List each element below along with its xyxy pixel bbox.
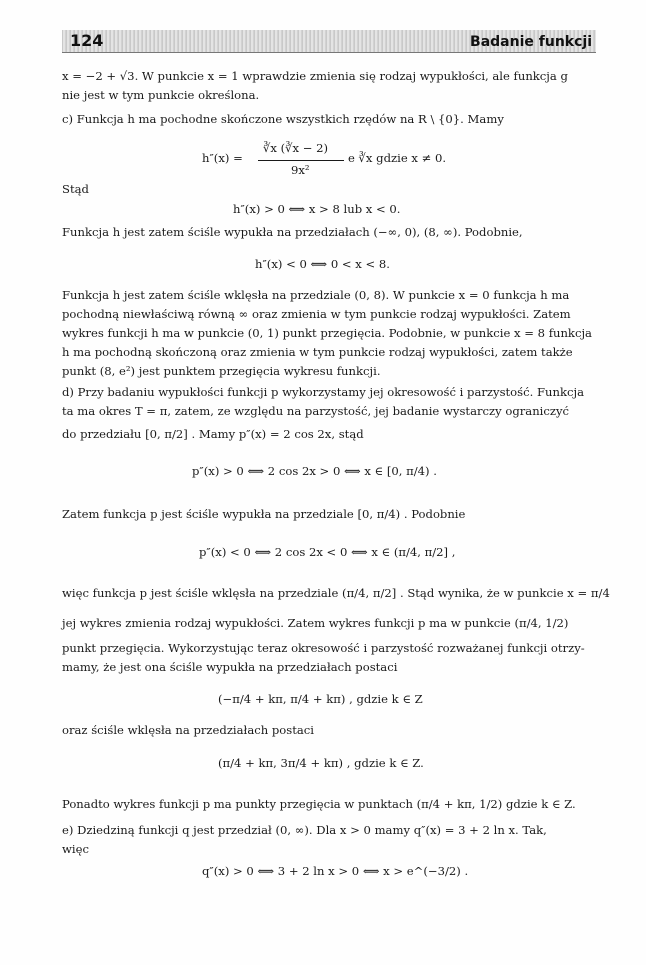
equation: (π/4 + kπ, 3π/4 + kπ) , gdzie k ∈ Z. <box>218 756 424 770</box>
eq1-fraction-bar <box>258 160 344 161</box>
part-c-intro: c) Funkcja h ma pochodne skończone wszystkich rzędów na R \ {0}. Mamy <box>62 112 504 126</box>
eq1-lhs: h″(x) = <box>202 151 243 165</box>
text-line: punkt przegięcia. Wykorzystując teraz okresowość i parzystość rozważanej funkcji otrzy- <box>62 641 585 655</box>
part-e-intro: e) Dziedziną funkcji q jest przedział (0, ∞). Dla x > 0 mamy q″(x) = 3 + 2 ln x. Tak, <box>62 823 547 837</box>
equation: p″(x) > 0 ⟺ 2 cos 2x > 0 ⟺ x ∈ [0, π/4) . <box>192 464 437 478</box>
text-line: Funkcja h jest zatem ściśle wklęsła na przedziale (0, 8). W punkcie x = 0 funkcja h ma <box>62 288 570 302</box>
text-line: Stąd <box>62 182 89 196</box>
equation: h″(x) > 0 ⟺ x > 8 lub x < 0. <box>233 202 401 216</box>
part-d-intro: d) Przy badaniu wypukłości funkcji p wykorzystamy jej okresowość i parzystość. Funkcja <box>62 385 584 399</box>
text-line: nie jest w tym punkcie określona. <box>62 88 260 102</box>
text-line: do przedziału [0, π/2] . Mamy p″(x) = 2 cos 2x, stąd <box>62 427 364 441</box>
eq1-rhs: e ∛x gdzie x ≠ 0. <box>348 151 447 165</box>
text-line: punkt (8, e²) jest punktem przegięcia wykresu funkcji. <box>62 364 381 378</box>
text-line: więc funkcja p jest ściśle wklęsła na przedziale (π/4, π/2] . Stąd wynika, że w punkcie x = π/4 <box>62 586 610 600</box>
equation: q″(x) > 0 ⟺ 3 + 2 ln x > 0 ⟺ x > e^(−3/2) . <box>202 864 469 878</box>
page-header <box>62 30 596 53</box>
text-line: wykres funkcji h ma w punkcie (0, 1) punkt przegięcia. Podobnie, w punkcie x = 8 funkcja <box>62 326 592 340</box>
text-line: Zatem funkcja p jest ściśle wypukła na przedziale [0, π/4) . Podobnie <box>62 507 466 521</box>
eq1-denominator: 9x² <box>291 163 310 177</box>
page-number: 124 <box>70 31 104 50</box>
text-line: ta ma okres T = π, zatem, ze względu na parzystość, jej badanie wystarczy ograniczyć <box>62 404 570 418</box>
equation: (−π/4 + kπ, π/4 + kπ) , gdzie k ∈ Z <box>218 692 423 706</box>
text-line: więc <box>62 842 89 856</box>
eq1-numerator: ∛x (∛x − 2) <box>263 141 329 155</box>
equation: h″(x) < 0 ⟺ 0 < x < 8. <box>255 257 390 271</box>
text-line: pochodną niewłaściwą równą ∞ oraz zmienia w tym punkcie rodzaj wypukłości. Zatem <box>62 307 571 321</box>
text-line: mamy, że jest ona ściśle wypukła na przedziałach postaci <box>62 660 398 674</box>
text-line: jej wykres zmienia rodzaj wypukłości. Zatem wykres funkcji p ma w punkcie (π/4, 1/2) <box>62 616 569 630</box>
text-line: Funkcja h jest zatem ściśle wypukła na przedziałach (−∞, 0), (8, ∞). Podobnie, <box>62 225 523 239</box>
equation: p″(x) < 0 ⟺ 2 cos 2x < 0 ⟺ x ∈ (π/4, π/2] , <box>199 545 456 559</box>
text-line: Ponadto wykres funkcji p ma punkty przegięcia w punktach (π/4 + kπ, 1/2) gdzie k ∈ Z. <box>62 797 576 811</box>
text-line: x = −2 + √3. W punkcie x = 1 wprawdzie zmienia się rodzaj wypukłości, ale funkcja g <box>62 69 568 83</box>
text-line: h ma pochodną skończoną oraz zmienia w tym punkcie rodzaj wypukłości, zatem także <box>62 345 573 359</box>
section-title: Badanie funkcji <box>470 34 592 50</box>
text-line: oraz ściśle wklęsła na przedziałach postaci <box>62 723 314 737</box>
